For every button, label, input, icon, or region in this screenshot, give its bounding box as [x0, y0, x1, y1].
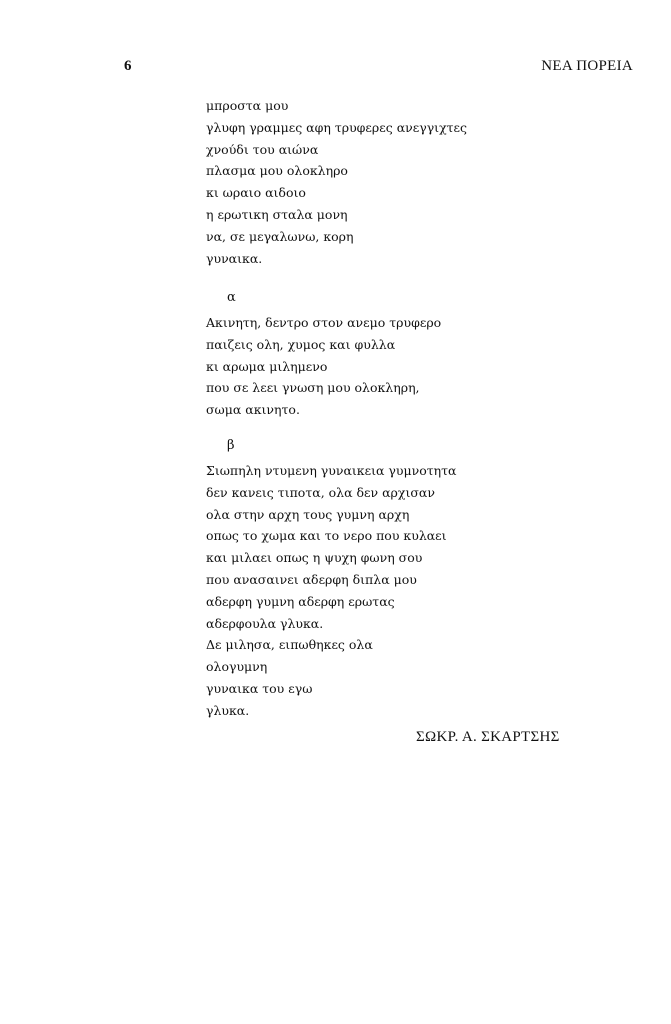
poem-line: σωμα ακινητο. [206, 402, 300, 418]
poem-line: που σε λεει γνωση μου ολοκληρη, [206, 380, 420, 396]
poem-line: που ανασαινει αδερφη διπλα μου [206, 571, 417, 587]
page-number: 6 [124, 58, 132, 74]
poem-line: ολα στην αρχη τους γυμνη αρχη [206, 506, 410, 522]
section-mark-beta: β [227, 438, 235, 453]
poem-line: να, σε μεγαλωνω, κορη [206, 228, 354, 244]
poem-line: Δε μιλησα, ειπωθηκες ολα [206, 637, 373, 653]
poem-line: κι ωραιο αιδοιο [206, 185, 306, 201]
poem-line: γυναικα του εγω [206, 680, 313, 696]
poem-line: κι αρωμα μιλημενο [206, 358, 328, 374]
poem-stanza-3 [206, 460, 457, 722]
poem-line: και μιλαει οπως η ψυχη φωνη σου [206, 550, 423, 566]
section-mark-alpha: α [227, 290, 236, 305]
author-signature: ΣΩΚΡ. Α. ΣΚΑΡΤΣΗΣ [416, 729, 560, 745]
poem-line: ολογυμνη [206, 659, 268, 675]
poem-line: γλυφη γραμμες αφη τρυφερες ανεγγιχτες [206, 119, 468, 135]
poem-line: γυναικα. [206, 250, 263, 266]
poem-line: πλασμα μου ολοκληρο [206, 163, 348, 179]
poem-stanza-2 [206, 312, 441, 421]
journal-title: ΝΕΑ ΠΟΡΕΙΑ [541, 58, 633, 74]
poem-line: δεν κανεις τιποτα, ολα δεν αρχισαν [206, 484, 435, 500]
poem-line: η ερωτικη σταλα μονη [206, 206, 348, 222]
poem-line: παιζεις ολη, χυμος και φυλλα [206, 336, 396, 352]
poem-line: χνούδι του αιώνα [206, 141, 319, 157]
poem-line: Ακινητη, δεντρο στον ανεμο τρυφερο [206, 315, 442, 330]
poem-line: αδερφουλα γλυκα. [206, 615, 324, 631]
poem-stanza-1 [206, 95, 467, 269]
poem-line: αδερφη γυμνη αδερφη ερωτας [206, 593, 395, 609]
poem-line: γλυκα. [206, 702, 250, 718]
poem-line: μπροστα μου [206, 98, 289, 113]
poem-line: οπως το χωμα και το νερο που κυλαει [206, 528, 447, 544]
poem-line: Σιωπηλη ντυμενη γυναικεια γυμνοτητα [206, 463, 457, 478]
